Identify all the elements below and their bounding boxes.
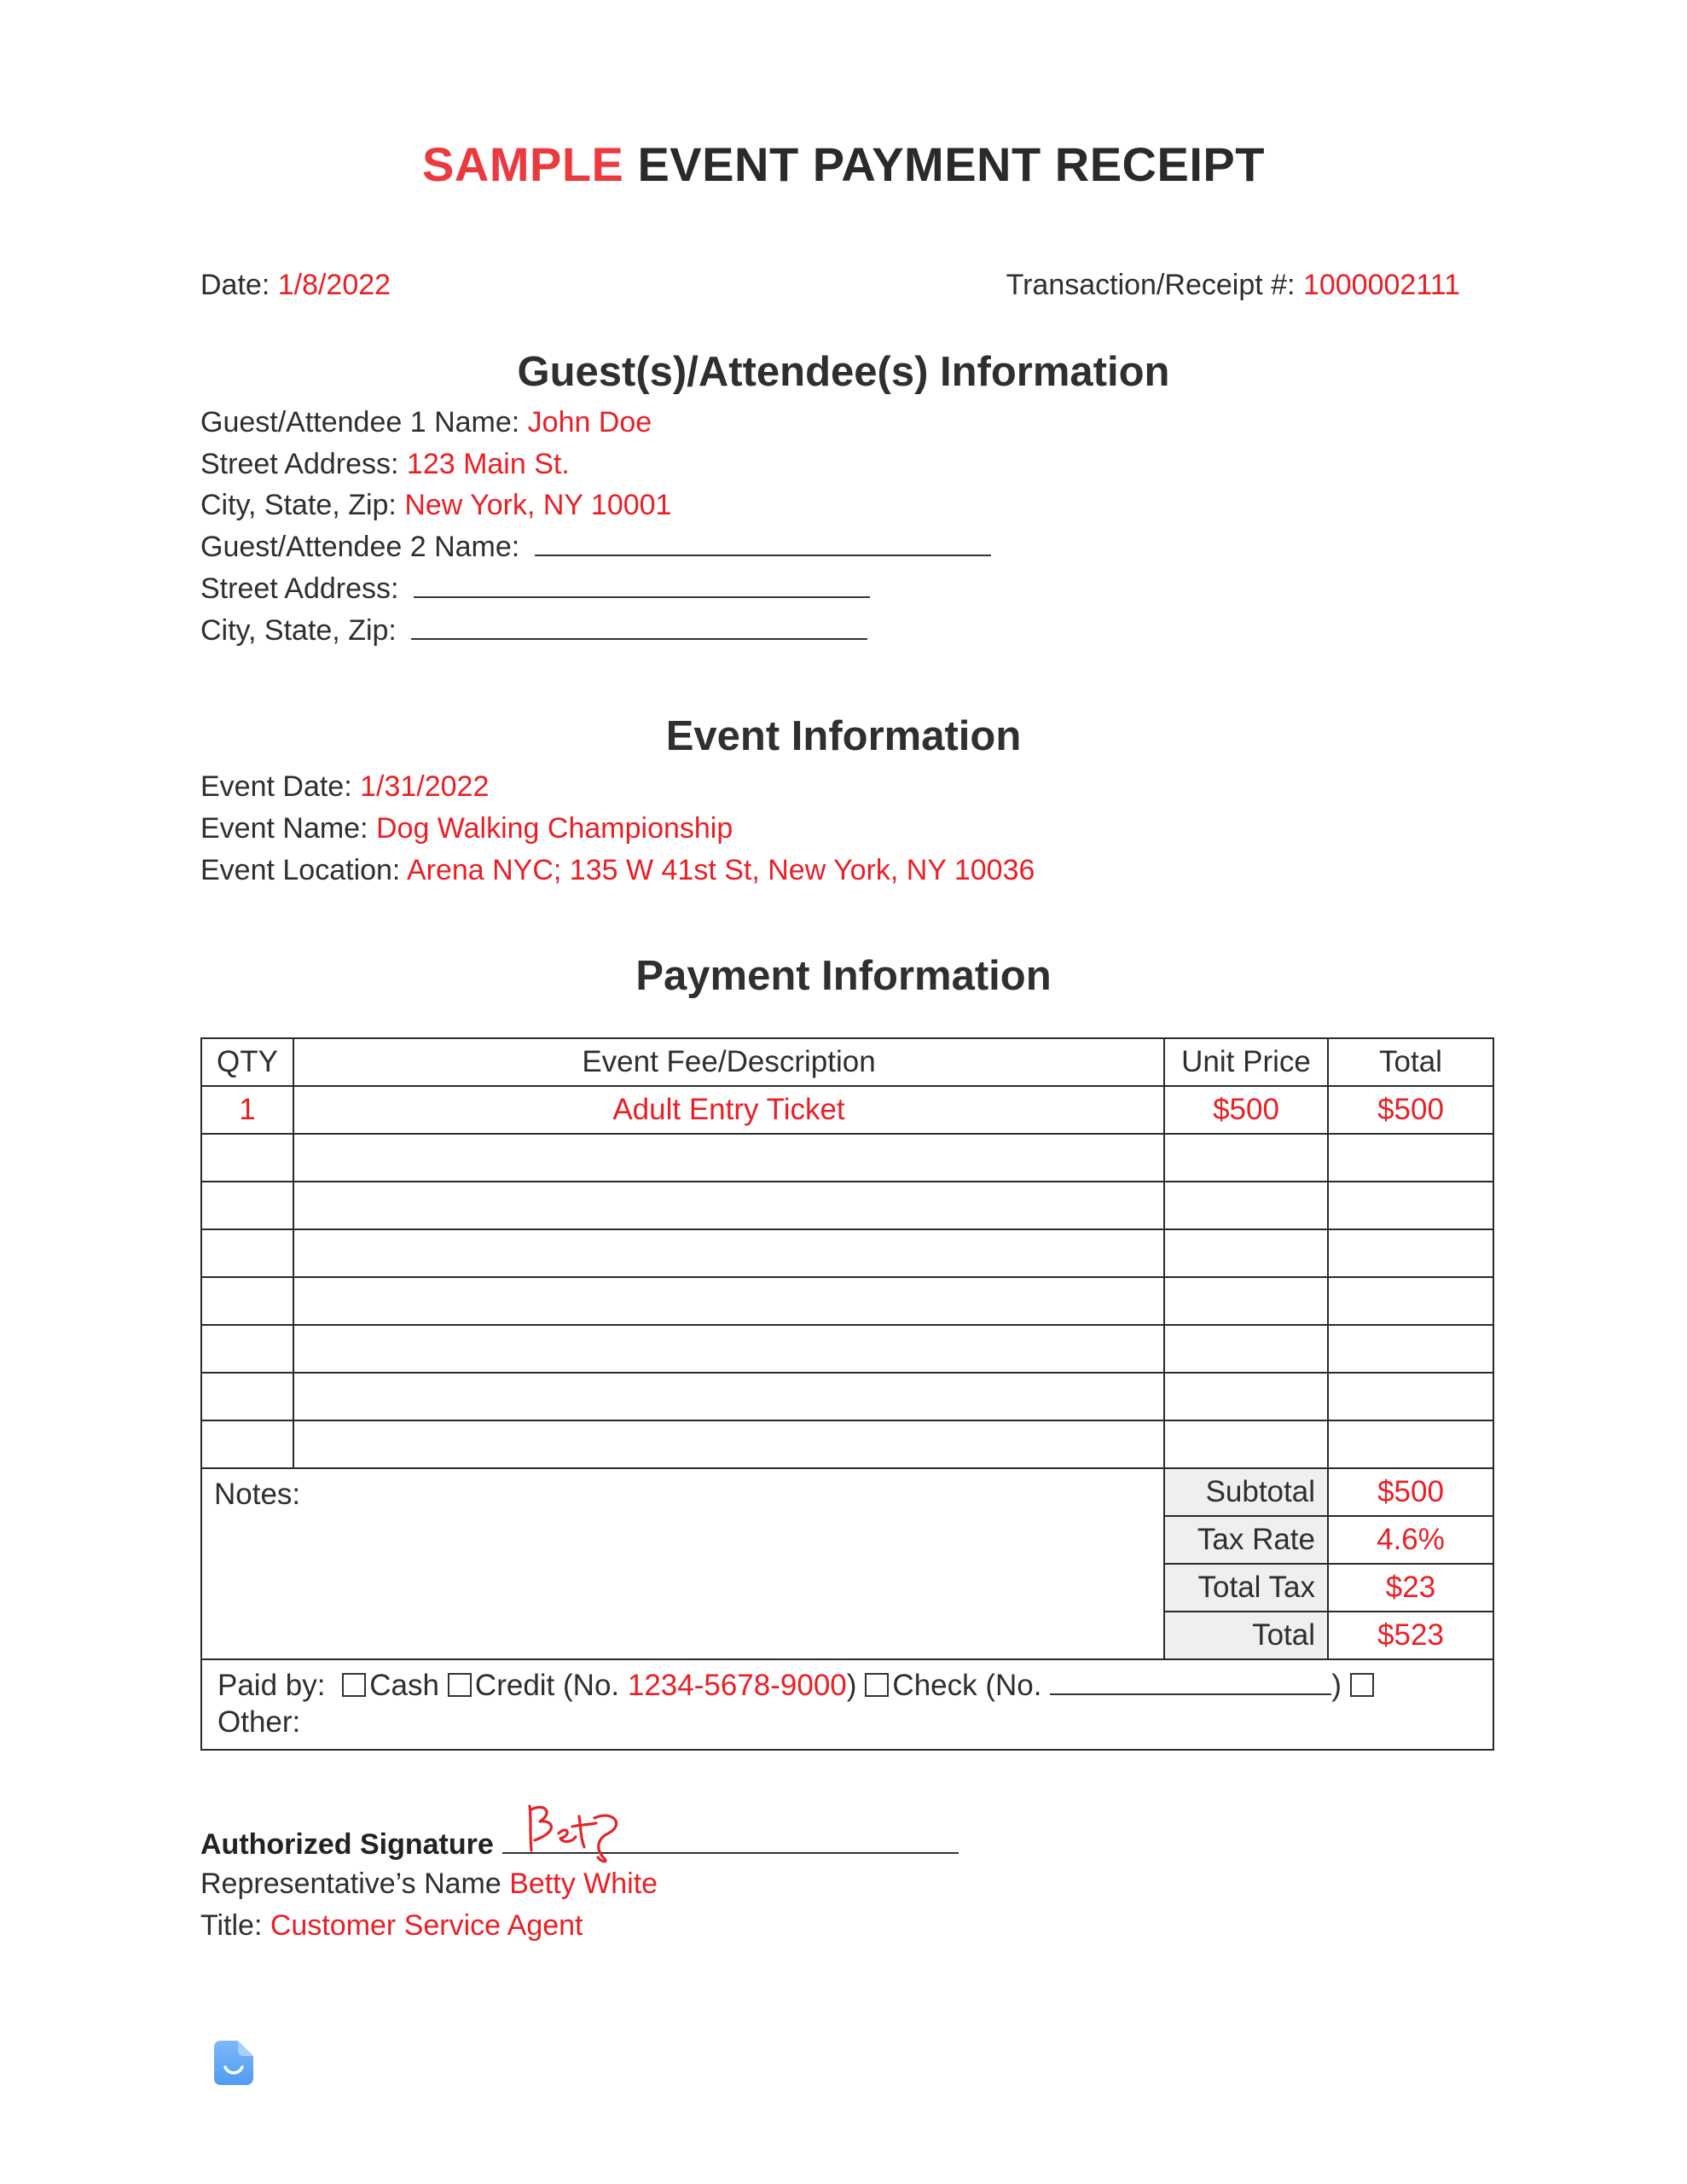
guest2-name	[200, 530, 991, 564]
empty-cell[interactable]	[293, 1277, 1164, 1325]
check-checkbox[interactable]	[865, 1673, 889, 1697]
event-location	[200, 853, 1035, 887]
date-label: Date:	[200, 269, 278, 301]
title-sample: SAMPLE	[422, 137, 624, 191]
col-unit-price-header: Unit Price	[1164, 1038, 1328, 1086]
col-qty-header: QTY	[201, 1038, 293, 1086]
guest2-street	[200, 572, 870, 606]
guest1-city	[200, 488, 671, 522]
empty-cell[interactable]	[201, 1420, 293, 1468]
table-row	[201, 1086, 1493, 1134]
guest1-street-value: 123 Main St.	[406, 448, 570, 480]
guest1-street	[200, 447, 570, 481]
cash-label: Cash	[369, 1669, 439, 1702]
empty-cell[interactable]	[1164, 1277, 1328, 1325]
receipt-number	[1006, 268, 1460, 302]
empty-cell[interactable]	[1164, 1373, 1328, 1420]
item-qty: 1	[201, 1086, 293, 1134]
guest1-name	[200, 405, 652, 439]
event-name-value: Dog Walking Championship	[375, 812, 733, 845]
event-date-label: Event Date:	[200, 770, 361, 803]
event-location-value: Arena NYC; 135 W 41st St, New York, NY 10036	[406, 854, 1035, 886]
empty-cell[interactable]	[201, 1182, 293, 1229]
check-number-blank[interactable]	[1050, 1670, 1331, 1695]
empty-cell[interactable]	[293, 1182, 1164, 1229]
event-name	[200, 811, 733, 845]
col-description-header: Event Fee/Description	[293, 1038, 1164, 1086]
subtotal-row	[201, 1468, 1493, 1516]
event-date	[200, 770, 489, 804]
guest2-city-label: City, State, Zip:	[200, 614, 405, 647]
empty-cell[interactable]	[1328, 1277, 1493, 1325]
empty-cell[interactable]	[293, 1373, 1164, 1420]
empty-cell[interactable]	[1164, 1420, 1328, 1468]
cash-checkbox[interactable]	[342, 1673, 366, 1697]
subtotal-value: $500	[1328, 1468, 1493, 1516]
rep-name-label: Representative’s Name	[200, 1867, 510, 1900]
payment-table	[200, 1037, 1494, 1751]
guest2-name-label: Guest/Attendee 2 Name:	[200, 531, 528, 563]
empty-cell[interactable]	[1164, 1182, 1328, 1229]
empty-cell[interactable]	[201, 1134, 293, 1182]
empty-cell[interactable]	[293, 1325, 1164, 1373]
check-label: Check (No.	[892, 1669, 1051, 1702]
credit-checkbox[interactable]	[448, 1673, 472, 1697]
tax-rate-value: 4.6%	[1328, 1516, 1493, 1564]
receipt-date	[200, 268, 391, 302]
tax-rate-label: Tax Rate	[1164, 1516, 1328, 1564]
notes-label: Notes:	[214, 1478, 301, 1511]
guest2-street-blank[interactable]	[414, 572, 870, 598]
empty-cell[interactable]	[293, 1420, 1164, 1468]
empty-cell[interactable]	[1328, 1134, 1493, 1182]
empty-cell[interactable]	[1328, 1182, 1493, 1229]
brand-logo-icon	[212, 2039, 255, 2087]
total-tax-value: $23	[1328, 1564, 1493, 1612]
guest1-name-label: Guest/Attendee 1 Name:	[200, 406, 528, 439]
grand-total-label: Total	[1164, 1612, 1328, 1659]
table-row-empty	[201, 1134, 1493, 1182]
empty-cell[interactable]	[1328, 1373, 1493, 1420]
other-checkbox[interactable]	[1350, 1673, 1374, 1697]
representative-name	[200, 1867, 658, 1901]
guest2-city	[200, 613, 867, 648]
receipt-number-value: 1000002111	[1302, 269, 1460, 301]
check-close: )	[1331, 1669, 1342, 1702]
receipt-number-label: Transaction/Receipt #:	[1006, 269, 1303, 301]
guest1-city-value: New York, NY 10001	[404, 489, 672, 521]
date-value: 1/8/2022	[277, 269, 391, 301]
event-name-label: Event Name:	[200, 812, 376, 845]
guest2-street-label: Street Address:	[200, 572, 407, 605]
col-total-header: Total	[1328, 1038, 1493, 1086]
page-title	[0, 136, 1687, 192]
guest2-name-blank[interactable]	[535, 531, 991, 556]
paid-by-cell	[201, 1659, 1493, 1750]
total-tax-label: Total Tax	[1164, 1564, 1328, 1612]
auth-signature-label: Authorized Signature	[200, 1828, 494, 1861]
notes-cell[interactable]	[201, 1468, 1164, 1659]
table-header-row	[201, 1038, 1493, 1086]
subtotal-label: Subtotal	[1164, 1468, 1328, 1516]
paid-by-row	[201, 1659, 1493, 1750]
empty-cell[interactable]	[201, 1325, 293, 1373]
item-unit-price: $500	[1164, 1086, 1328, 1134]
guest1-street-label: Street Address:	[200, 448, 407, 480]
handwritten-signature	[519, 1799, 630, 1866]
empty-cell[interactable]	[1164, 1325, 1328, 1373]
event-date-value: 1/31/2022	[360, 770, 490, 803]
event-location-label: Event Location:	[200, 854, 407, 886]
title-rest: EVENT PAYMENT RECEIPT	[623, 137, 1265, 191]
guest1-name-value: John Doe	[527, 406, 652, 439]
table-row-empty	[201, 1229, 1493, 1277]
item-total: $500	[1328, 1086, 1493, 1134]
authorized-signature	[200, 1825, 959, 1862]
rep-name-value: Betty White	[509, 1867, 658, 1900]
credit-label: Credit (No.	[474, 1669, 628, 1702]
guest2-city-blank[interactable]	[411, 614, 867, 640]
title-label: Title:	[200, 1909, 270, 1942]
guest1-city-label: City, State, Zip:	[200, 489, 405, 521]
empty-cell[interactable]	[1328, 1229, 1493, 1277]
title-value: Customer Service Agent	[270, 1909, 583, 1942]
empty-cell[interactable]	[1328, 1420, 1493, 1468]
empty-cell[interactable]	[1164, 1134, 1328, 1182]
empty-cell[interactable]	[1164, 1229, 1328, 1277]
table-row-empty	[201, 1325, 1493, 1373]
paid-by-label: Paid by:	[217, 1669, 334, 1702]
table-row-empty	[201, 1277, 1493, 1325]
credit-close: )	[846, 1669, 857, 1702]
empty-cell[interactable]	[293, 1134, 1164, 1182]
guests-heading: Guest(s)/Attendee(s) Information	[517, 349, 1170, 395]
payment-heading: Payment Information	[635, 953, 1052, 999]
empty-cell[interactable]	[201, 1277, 293, 1325]
empty-cell[interactable]	[1328, 1325, 1493, 1373]
credit-number: 1234-5678-9000	[627, 1669, 847, 1702]
table-row-empty	[201, 1420, 1493, 1468]
other-label: Other:	[217, 1705, 301, 1739]
empty-cell[interactable]	[293, 1229, 1164, 1277]
item-description: Adult Entry Ticket	[293, 1086, 1164, 1134]
empty-cell[interactable]	[201, 1229, 293, 1277]
table-row-empty	[201, 1373, 1493, 1420]
grand-total-value: $523	[1328, 1612, 1493, 1659]
event-heading: Event Information	[665, 713, 1022, 759]
empty-cell[interactable]	[201, 1373, 293, 1420]
representative-title	[200, 1908, 583, 1943]
signature-line[interactable]	[502, 1825, 959, 1854]
table-row-empty	[201, 1182, 1493, 1229]
